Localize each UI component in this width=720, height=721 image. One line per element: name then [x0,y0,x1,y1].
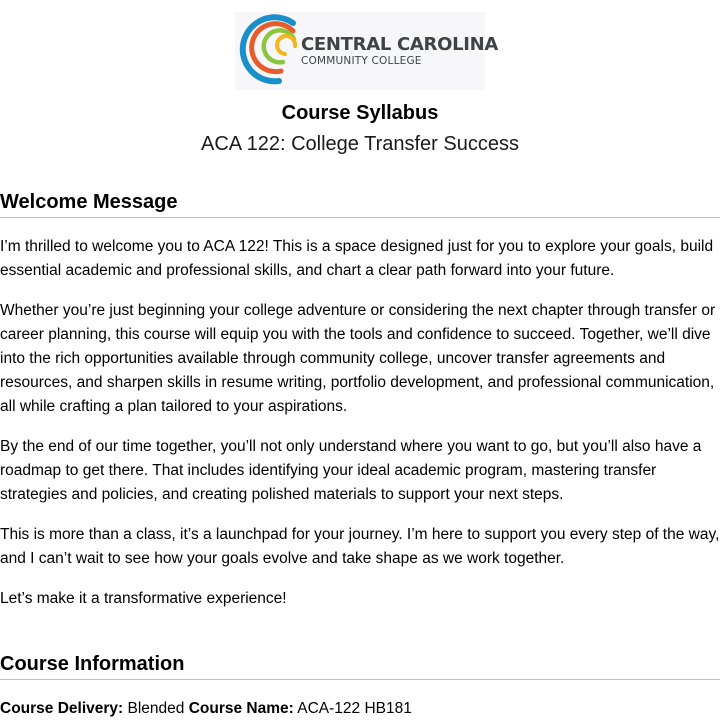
welcome-paragraph-5: Let’s make it a transformative experience! [0,590,287,607]
page-title: Course Syllabus [281,102,439,124]
course-info-heading: Course Information [0,651,720,680]
logo-name-line2: COMMUNITY COLLEGE [301,54,422,67]
course-info-line [0,697,720,721]
page-header [0,0,720,156]
course-name-label: Course Name: [188,700,294,717]
college-logo [235,12,499,90]
course-delivery-label: Course Delivery: [0,700,124,717]
welcome-heading: Welcome Message [0,189,720,218]
welcome-paragraph-3: By the end of our time together, you’ll not only understand where you want to go, but you’ll also have a roadmap to get there. That includes identifying your ideal academic program, mastering transfer strategies and policies, and creating polished materials to support your next steps. [0,438,702,503]
course-delivery-value: Blended [127,700,185,717]
welcome-paragraph-4: This is more than a class, it’s a launchpad for your journey. I’m here to support you every step of the way, and I can’t wait to see how your goals evolve and take shape as we work together. [0,526,720,567]
college-logo-mark-icon [239,13,299,89]
logo-name-line1: CENTRAL CAROLINA [301,33,499,55]
welcome-paragraph-1: I’m thrilled to welcome you to ACA 122! This is a space designed just for you to explore your goals, build essential academic and professional skills, and chart a clear path forward into your future. [0,238,714,279]
welcome-paragraph-2: Whether you’re just beginning your college adventure or considering the next chapter through transfer or career planning, this course will equip you with the tools and confidence to succeed. Together, we’ll dive into the rich opportunities available through community college, uncover transfer agreements and resources, and sharpen skills in resume writing, portfolio development, and professional communication, all while crafting a plan tailored to your aspirations. [0,302,716,415]
course-name-value: ACA-122 HB181 [297,700,412,717]
page-subtitle: ACA 122: College Transfer Success [201,133,519,155]
